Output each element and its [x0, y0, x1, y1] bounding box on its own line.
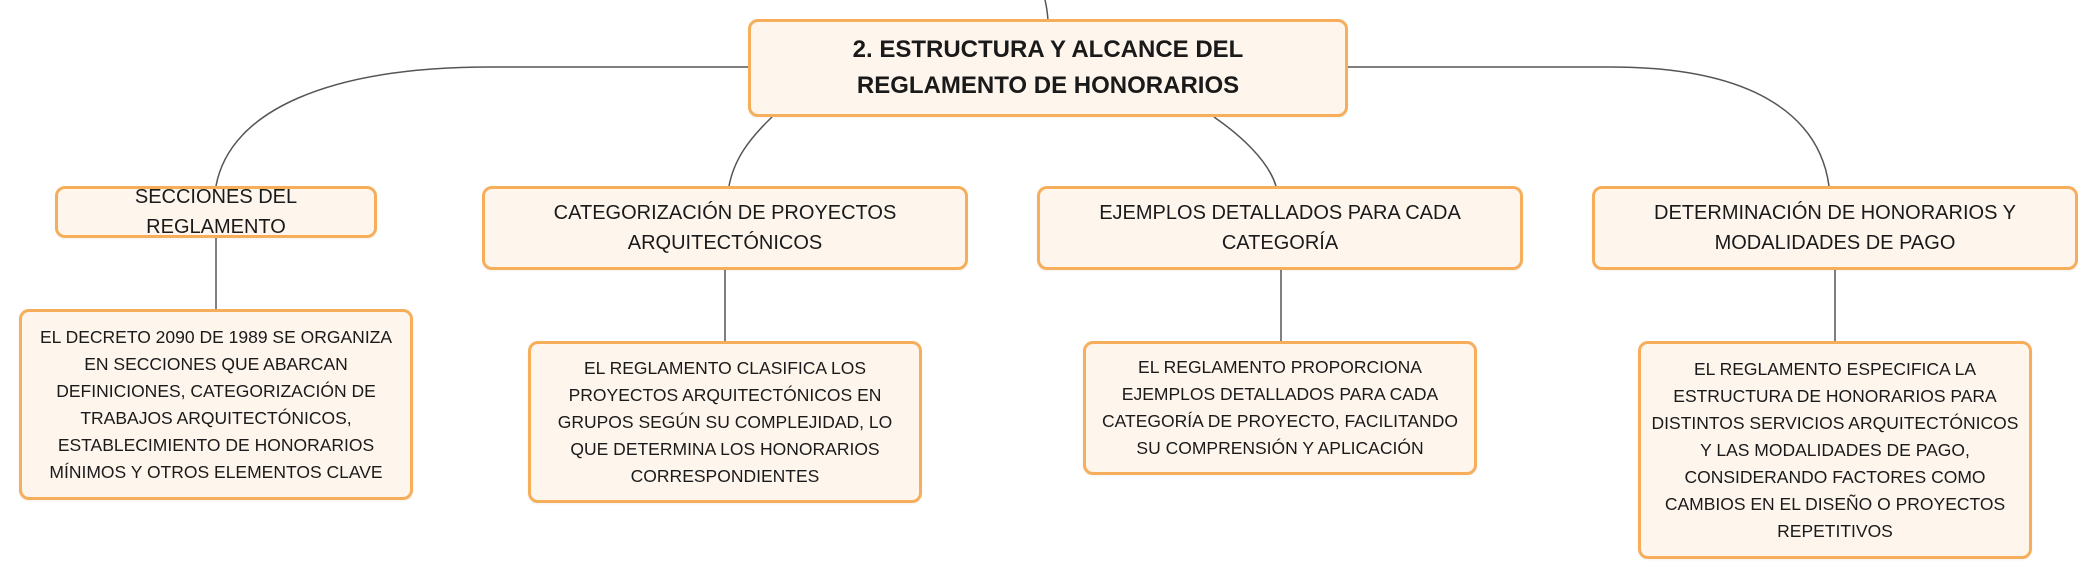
branch-label: DETERMINACIÓN DE HONORARIOS Y MODALIDADES DE PAGO: [1654, 202, 2016, 254]
branch-label: CATEGORIZACIÓN DE PROYECTOS ARQUITECTÓNICOS: [553, 202, 897, 254]
detail-text: EL REGLAMENTO PROPORCIONA EJEMPLOS DETALLADOS PARA CADA CATEGORÍA DE PROYECTO, FACILITANDO SU COMPRENSIÓN Y APLICACIÓN: [1102, 357, 1458, 458]
branch-categorizacion[interactable]: [482, 186, 968, 270]
detail-ejemplos[interactable]: [1083, 341, 1477, 475]
detail-text: EL DECRETO 2090 DE 1989 SE ORGANIZA EN SECCIONES QUE ABARCAN DEFINICIONES, CATEGORIZACIÓN DE TRABAJOS ARQUITECTÓNICOS, ESTABLECIMIENTO DE HONORARIOS MÍNIMOS Y OTROS ELEMENTOS CLAVE: [39, 326, 393, 482]
branch-secciones[interactable]: [55, 186, 377, 238]
root-topic[interactable]: [748, 19, 1348, 117]
connector-incoming: [1045, 0, 1048, 20]
root-topic-label: 2. ESTRUCTURA Y ALCANCE DEL REGLAMENTO DE HONORARIOS: [852, 36, 1244, 99]
branch-label: SECCIONES DEL REGLAMENTO: [134, 186, 298, 238]
branch-label: EJEMPLOS DETALLADOS PARA CADA CATEGORÍA: [1099, 202, 1461, 254]
connector-root-to-branch-1: [216, 67, 748, 186]
branch-ejemplos[interactable]: [1037, 186, 1523, 270]
detail-categorizacion[interactable]: [528, 341, 922, 503]
detail-text: EL REGLAMENTO CLASIFICA LOS PROYECTOS ARQUITECTÓNICOS EN GRUPOS SEGÚN SU COMPLEJIDAD, LO QUE DETERMINA LOS HONORARIOS CORRESPONDIENTES: [557, 357, 893, 486]
branch-honorarios[interactable]: [1592, 186, 2078, 270]
connector-root-to-branch-4: [1348, 67, 1829, 186]
detail-secciones[interactable]: [19, 309, 413, 500]
detail-honorarios[interactable]: [1638, 341, 2032, 559]
connector-root-to-branch-2: [729, 117, 772, 186]
connector-root-to-branch-3: [1214, 117, 1276, 186]
detail-text: EL REGLAMENTO ESPECIFICA LA ESTRUCTURA DE HONORARIOS PARA DISTINTOS SERVICIOS ARQUITECTÓNICOS Y LAS MODALIDADES DE PAGO, CONSIDERANDO FACTORES COMO CAMBIOS EN EL DISEÑO O PROYECTOS REPETITIVOS: [1651, 358, 2019, 541]
